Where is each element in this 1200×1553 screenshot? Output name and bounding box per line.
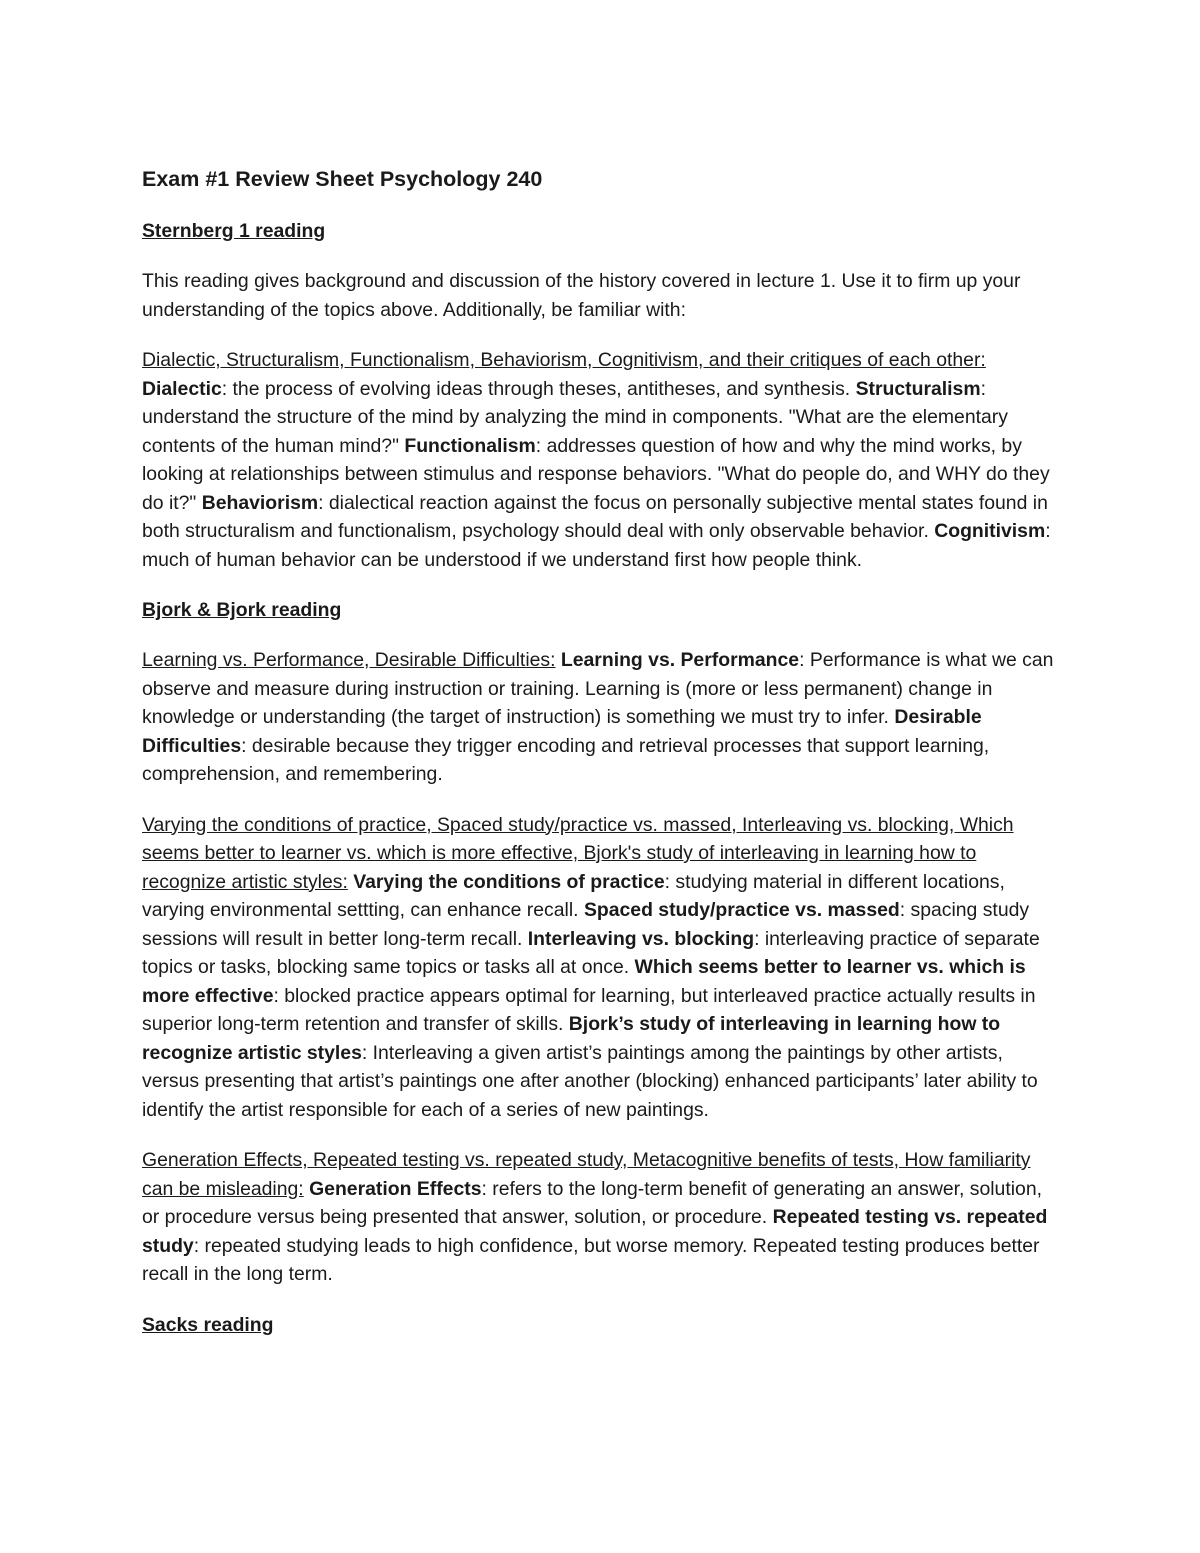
paragraph — [142, 267, 1062, 324]
paragraph — [142, 646, 1062, 789]
body-text: : addresses question of how and why the mind works, by looking at relationships between stimulus and response behaviors. "What do people do, and WHY do they do it?" — [142, 434, 1050, 514]
paragraph — [142, 811, 1062, 1125]
body-text: : understand the structure of the mind by analyzing the mind in components. "What are the elementary contents of the human mind?" — [142, 377, 1008, 457]
term-label: Behaviorism — [201, 491, 319, 514]
body-text: : the process of evolving ideas through theses, antitheses, and synthesis. — [221, 377, 856, 400]
page-title: Exam #1 Review Sheet Psychology 240 — [142, 167, 543, 191]
body-text: : interleaving practice of separate topics or tasks, blocking same topics or tasks all at once. — [142, 927, 1040, 978]
term-label: Varying the conditions of practice — [353, 870, 665, 893]
term-label: Structuralism — [855, 377, 981, 400]
term-label: Learning vs. Performance — [560, 649, 800, 671]
body-text: : repeated studying leads to high confidence, but worse memory. Repeated testing produces better recall in the long term. — [142, 1234, 1040, 1285]
term-label: Spaced study/practice vs. massed — [583, 899, 900, 921]
section-heading: Sacks reading — [142, 1313, 274, 1336]
topic-list: Learning vs. Performance, Desirable Difficulties: — [142, 649, 556, 671]
body-text: : dialectical reaction against the focus on personally subjective mental states found in both structuralism and functionalism, psychology should deal with only observable behavior. — [142, 491, 1048, 542]
body-text: : studying material in different locations, varying environmental settting, can enhance recall. — [142, 870, 1005, 921]
topic-list: Varying the conditions of practice, Spaced study/practice vs. massed, Interleaving vs. blocking, Which seems better to learner vs. which is more effective, Bjork's study of interleaving in learning how to recognize artistic styles: — [142, 813, 1014, 893]
section-heading: Bjork & Bjork reading — [142, 599, 342, 621]
body-text: : Interleaving a given artist’s paintings among the paintings by other artists, versus presenting that artist’s paintings one after another (blocking) enhanced participants’ later ability to identify the artist responsible for each of a series of new paintings. — [142, 1041, 1038, 1121]
document-body — [142, 163, 1062, 1361]
body-text: : spacing study sessions will result in better long-term recall. — [142, 899, 1030, 950]
topic-list: Dialectic, Structuralism, Functionalism, Behaviorism, Cognitivism, and their critiques of each other: — [142, 349, 986, 371]
paragraph — [142, 346, 1062, 574]
body-text: : much of human behavior can be understood if we understand first how people think. — [142, 520, 1051, 571]
body-text: : refers to the long-term benefit of generating an answer, solution, or procedure versus being presented that answer, solution, or procedure. — [142, 1177, 1042, 1228]
term-label: Repeated testing vs. repeated study — [142, 1206, 1048, 1257]
term-label: Bjork’s study of interleaving in learning how to recognize artistic styles — [142, 1013, 1001, 1064]
body-text: : Performance is what we can observe and measure during instruction or training. Learning is (more or less permanent) change in knowledge or understanding (the target of instruction) is something we must try to infer. — [142, 649, 1054, 728]
term-label: Generation Effects — [309, 1177, 482, 1200]
body-text: : desirable because they trigger encoding and retrieval processes that support learning, comprehension, and remembering. — [142, 734, 990, 785]
body-text: This reading gives background and discussion of the history covered in lecture 1. Use it to firm up your understanding of the topics above. Additionally, be familiar with: — [142, 270, 1021, 321]
term-label: Which seems better to learner vs. which is more effective — [142, 956, 1026, 1007]
term-label: Interleaving vs. blocking — [527, 927, 755, 950]
paragraph — [142, 1146, 1062, 1289]
section-heading: Sternberg 1 reading — [142, 220, 326, 242]
term-label: Cognitivism — [934, 520, 1046, 542]
term-label: Functionalism — [404, 434, 536, 457]
topic-list: Generation Effects, Repeated testing vs. repeated study, Metacognitive benefits of tests, How familiarity can be misleading: — [142, 1149, 1031, 1200]
term-label: Dialectic — [142, 377, 222, 400]
term-label: Desirable Difficulties — [142, 706, 982, 757]
body-text: : blocked practice appears optimal for learning, but interleaved practice actually results in superior long-term retention and transfer of skills. — [142, 984, 1036, 1035]
